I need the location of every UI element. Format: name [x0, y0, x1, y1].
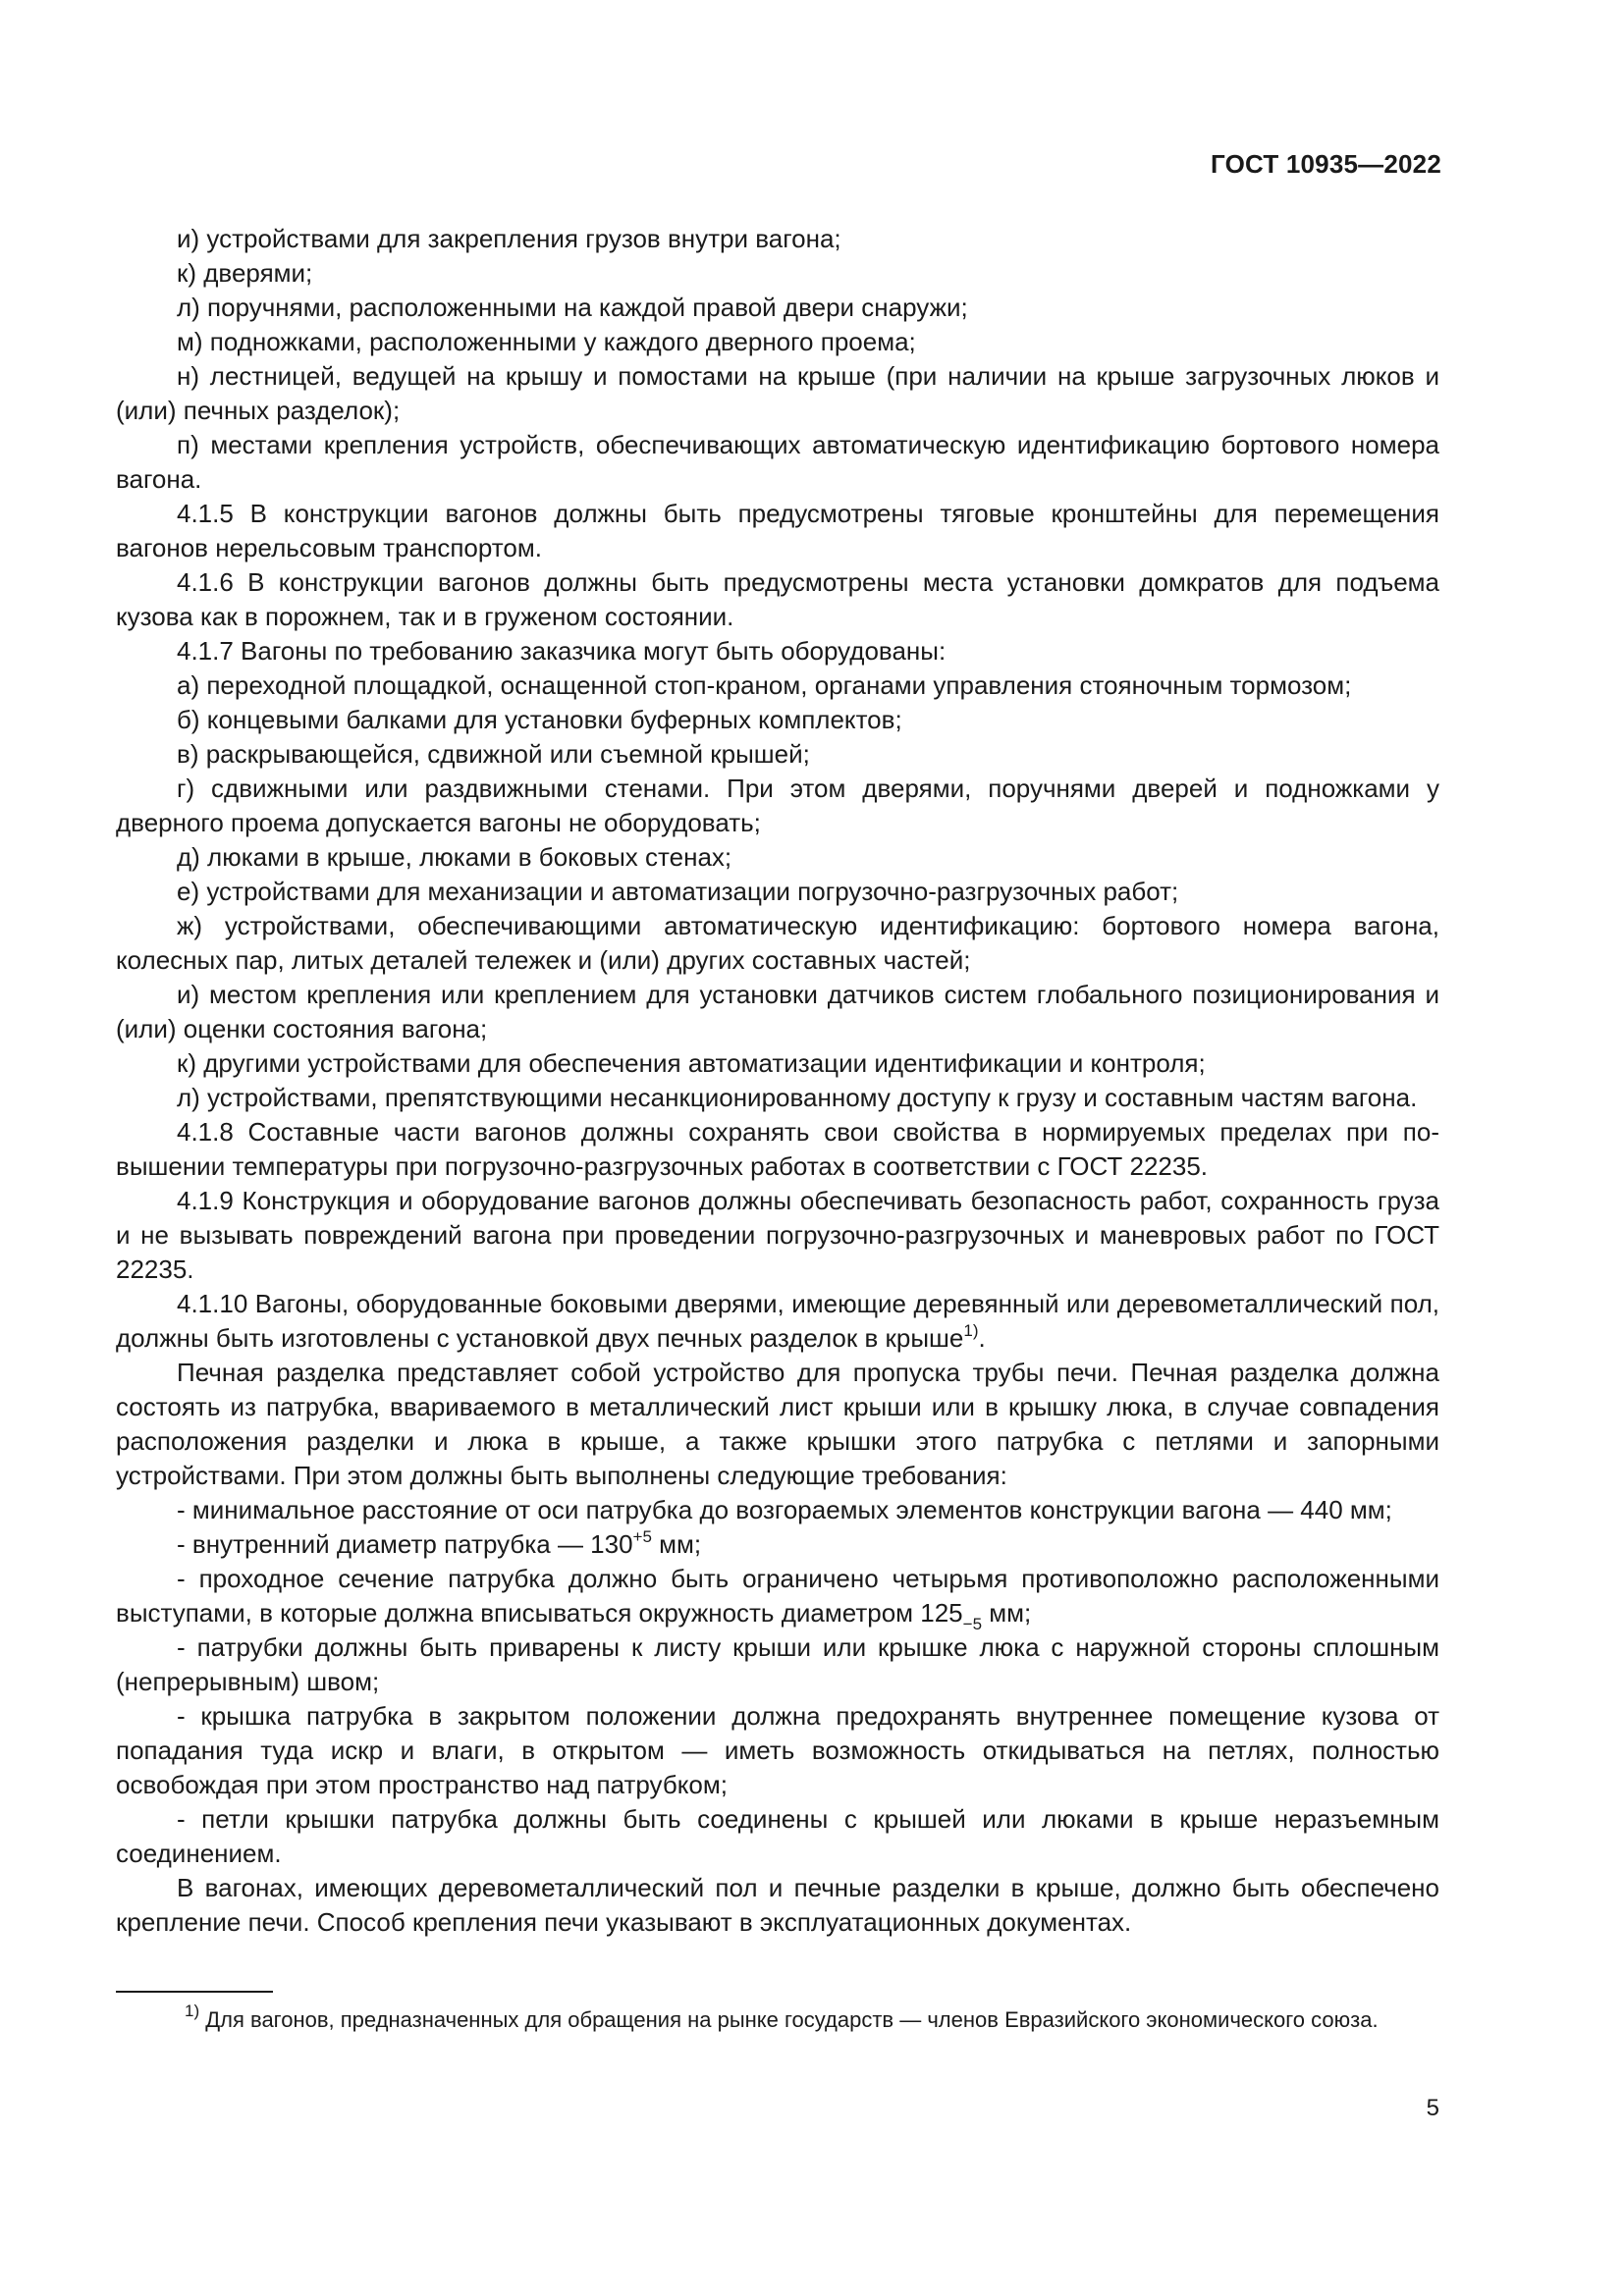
page-number: 5 — [1426, 2095, 1439, 2121]
requirement-item — [116, 1562, 1439, 1633]
footnote — [116, 2002, 1439, 2035]
list-item: к) другими устройствами для обеспечения автоматизации идентификации и контроля; — [177, 1048, 1206, 1078]
list-item: л) поручнями, расположенными на каждой правой двери снаружи; — [177, 293, 968, 322]
stove-mount-paragraph: В вагонах, имеющих деревометаллический пол и печные разделки в крыше, должно быть обеспечено крепление печи. Способ крепления печи указывают в эксплуатационных документах. — [116, 1873, 1439, 1937]
unit: мм; — [982, 1598, 1032, 1628]
clause-text: 4.1.10 Вагоны, оборудованные боковыми дверями, имеющие деревянный или деревометаллический пол, должны быть изготовлены с установкой двух печных разделок в крыше — [116, 1289, 1439, 1353]
clause-4-1-5: 4.1.5 В конструкции вагонов должны быть предусмотрены тяговые кронштейны для перемещения вагонов нерельсовым транспортом. — [116, 499, 1439, 562]
requirement-item — [116, 1527, 1439, 1562]
stove-paragraph: Печная разделка представляет собой устройство для пропуска трубы печи. Печная разделка должна состоять из патрубка, ввариваемого в металлический лист крыши или в крышку люка, в случае совпадения расположения разделки и люка в крыше, а также крышки этого патрубка с петлями и запорными устройствами. При этом должны быть выполнены следующие требования: — [116, 1358, 1439, 1490]
footnote-reference[interactable]: 1) — [963, 1321, 979, 1340]
unit: мм; — [651, 1529, 702, 1559]
list-item: и) устройствами для закрепления грузов внутри вагона; — [177, 224, 841, 253]
tolerance-upper: +5 — [632, 1527, 652, 1546]
requirement-item: - патрубки должны быть приварены к листу крыши или крышке люка с наружной стороны сплошным (непрерывным) швом; — [116, 1632, 1439, 1696]
requirement-text: - проходное сечение патрубка должно быть ограничено четырьмя противоположно расположенными выступами, в которые должна вписываться окружность диаметром 125 — [116, 1564, 1439, 1628]
clause-end: . — [978, 1323, 986, 1353]
list-item: а) переходной площадкой, оснащенной стоп-краном, органами управления стояночным тормозом; — [177, 670, 1352, 700]
clause-4-1-6: 4.1.6 В конструкции вагонов должны быть предусмотрены места установки домкратов для подъема кузова как в порожнем, так и в груженом состоянии. — [116, 567, 1439, 631]
footnote-divider — [116, 1991, 273, 1993]
requirement-item: - петли крышки патрубка должны быть соединены с крышей или люками в крыше неразъемным соединением. — [116, 1804, 1439, 1868]
list-item: д) люками в крыше, люками в боковых стенах; — [177, 842, 732, 872]
list-item: б) концевыми балками для установки буферных комплектов; — [177, 705, 902, 734]
requirement-item: - крышка патрубка в закрытом положении должна предохранять внутреннее помещение кузова от попадания туда искр и влаги, в открытом — иметь возможность откидываться на петлях, полностью освобождая при этом пространство над патрубком; — [116, 1701, 1439, 1799]
list-item: м) подножками, расположенными у каждого дверного проема; — [177, 327, 916, 356]
clause-4-1-9: 4.1.9 Конструкция и оборудование вагонов должны обеспечивать безопасность работ, сохранность груза и не вызывать повреждений вагона при проведении погрузочно-разгрузочных и маневровых работ по ГОСТ 22235. — [116, 1186, 1439, 1284]
list-item: п) местами крепления устройств, обеспечивающих автоматическую идентификацию бортового номера вагона. — [116, 430, 1439, 494]
footnote-mark: 1) — [185, 2002, 200, 2020]
body-text — [116, 222, 1439, 1940]
clause-4-1-8: 4.1.8 Составные части вагонов должны сохранять свои свойства в нормируемых пределах при повышении температуры при погрузочно-разгрузочных работах в соответствии с ГОСТ 22235. — [116, 1117, 1439, 1181]
list-item: е) устройствами для механизации и автоматизации погрузочно-разгрузочных работ; — [177, 877, 1179, 906]
list-item: г) сдвижными или раздвижными стенами. При этом дверями, поручнями дверей и подножками у дверного проема допускается вагоны не оборудовать; — [116, 774, 1439, 837]
list-item: н) лестницей, ведущей на крышу и помостами на крыше (при наличии на крыше загрузочных люков и (или) печных разделок); — [116, 361, 1439, 425]
footnote-text: Для вагонов, предназначенных для обращения на рынке государств — членов Евразийского экономического союза. — [199, 2007, 1379, 2032]
list-item: к) дверями; — [177, 258, 313, 288]
requirement-text: - внутренний диаметр патрубка — 130 — [177, 1529, 633, 1559]
list-item: и) местом крепления или креплением для установки датчиков систем глобального позиционирования и (или) оценки состояния вагона; — [116, 980, 1439, 1043]
clause-4-1-7: 4.1.7 Вагоны по требованию заказчика могут быть оборудованы: — [177, 636, 947, 666]
clause-4-1-10 — [116, 1287, 1439, 1356]
list-item: ж) устройствами, обеспечивающими автоматическую идентификацию: бортового номера вагона, колесных пар, литых деталей тележек и (или) других составных частей; — [116, 911, 1439, 975]
tolerance-lower: −5 — [962, 1615, 983, 1633]
requirement-item: - минимальное расстояние от оси патрубка до возгораемых элементов конструкции вагона — 440 мм; — [177, 1495, 1392, 1524]
document-header: ГОСТ 10935—2022 — [1211, 149, 1441, 179]
list-item: л) устройствами, препятствующими несанкционированному доступу к грузу и составным частям вагона. — [177, 1083, 1418, 1112]
list-item: в) раскрывающейся, сдвижной или съемной крышей; — [177, 739, 810, 769]
